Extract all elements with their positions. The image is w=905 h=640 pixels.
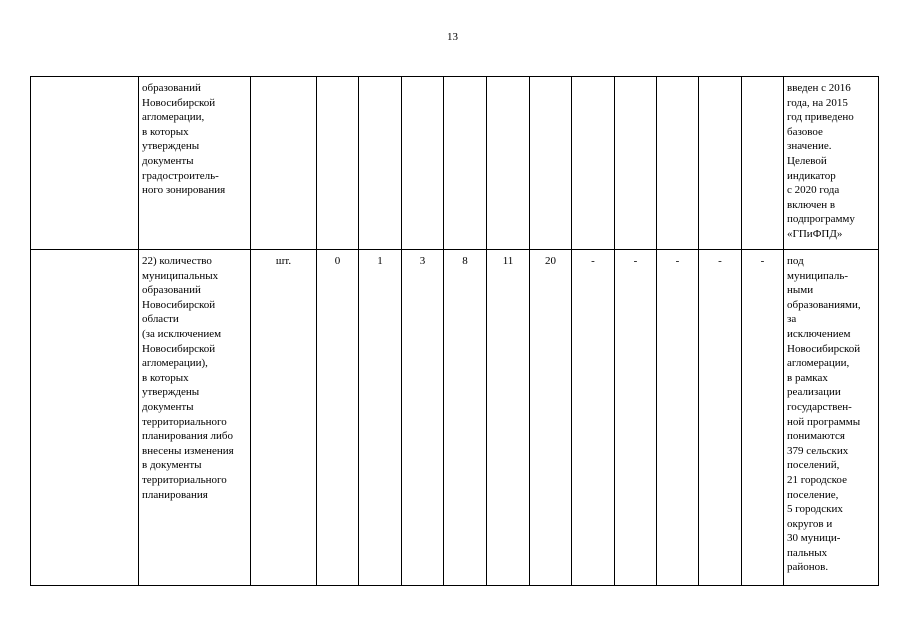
table-row (31, 77, 879, 250)
value-cell (742, 77, 784, 250)
page-number: 13 (447, 31, 458, 43)
value-cell (699, 77, 742, 250)
value-cell: 3 (402, 250, 444, 586)
value-cell: - (572, 250, 615, 586)
value-cell (615, 77, 657, 250)
value-cell (487, 77, 530, 250)
note-cell: введен с 2016 года, на 2015 год приведено базовое значение. Целевой индикатор с 2020 года включен в подпрограмму «ГПиФПД» (784, 77, 879, 250)
value-cell (657, 77, 699, 250)
value-cell (317, 77, 359, 250)
unit-cell: шт. (251, 250, 317, 586)
value-cell (444, 77, 487, 250)
indicator-name-cell: образований Новосибирской агломерации, в которых утверждены документы градостроитель- ного зонирования (139, 77, 251, 250)
value-cell: 11 (487, 250, 530, 586)
indicators-table (30, 76, 879, 586)
unit-cell (251, 77, 317, 250)
value-cell: - (657, 250, 699, 586)
value-cell: 0 (317, 250, 359, 586)
value-cell (402, 77, 444, 250)
value-cell: - (742, 250, 784, 586)
value-cell: 8 (444, 250, 487, 586)
value-cell: - (615, 250, 657, 586)
value-cell (359, 77, 402, 250)
value-cell: 20 (530, 250, 572, 586)
value-cell (530, 77, 572, 250)
value-cell (572, 77, 615, 250)
row-group-cell (31, 77, 139, 250)
indicator-name-cell: 22) количество муниципальных образований Новосибирской области (за исключением Новосибирской агломерации), в которых утверждены документы территориального планирования либо внесены изменения в документы территориального планирования (139, 250, 251, 586)
row-group-cell (31, 250, 139, 586)
note-cell: под муниципаль- ными образованиями, за исключением Новосибирской агломерации, в рамках реализации государствен- ной программы понимаются 379 сельских поселений, 21 городское поселение, 5 городских округов и 30 муници- пальных районов. (784, 250, 879, 586)
value-cell: 1 (359, 250, 402, 586)
table-row (31, 250, 879, 586)
value-cell: - (699, 250, 742, 586)
